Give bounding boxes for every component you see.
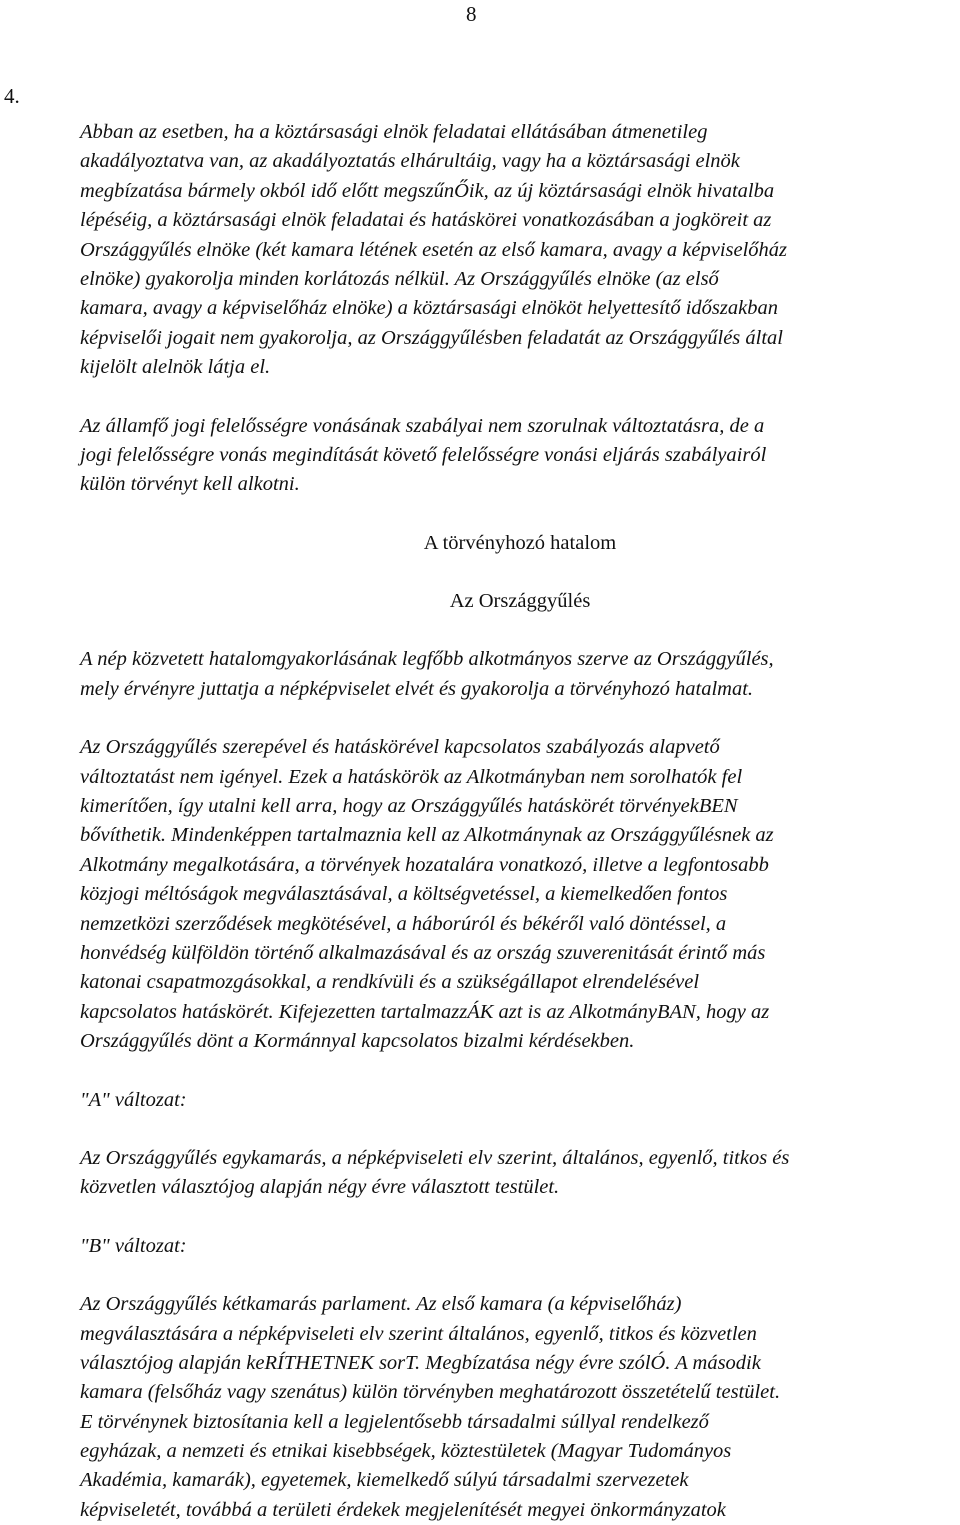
text-line [80, 675, 960, 704]
text-run: bővíthetik. [80, 824, 172, 847]
text-line [80, 265, 960, 294]
text-line [80, 441, 960, 470]
text-run: Mindenképpen tartalmaznia kell az Alkotmánynak az Országgyűlésnek az [171, 824, 774, 847]
text-run: Kifejezetten tartalmazzÁK azt is az AlkotmányBAN, hogy az [278, 1000, 770, 1023]
text-run: elnöke) gyakorolja minden korlátozás nélkül. [80, 267, 455, 290]
text-run: Abban az esetben, ha a köztársasági elnök feladatai ellátásában átmenetileg [80, 121, 708, 143]
text-line [80, 880, 960, 909]
text-line [80, 177, 960, 206]
text-run: jogi felelősségre vonás megindítását követő felelősségre vonási eljárás szabályairól [80, 443, 767, 466]
text-run: Az első kamara (a képviselőház) [416, 1293, 682, 1316]
text-run: katonai csapatmozgásokkal, a rendkívüli és a szükségállapot elrendelésével [80, 971, 700, 994]
paragraph [80, 733, 960, 1056]
text-run: "B" változat: [80, 1234, 187, 1257]
paragraph [80, 412, 960, 500]
paragraph [80, 1232, 960, 1261]
text-run: képviselői jogait nem gyakorolja, az Országgyűlésben feladatát az Országgyűlés által [80, 326, 783, 349]
text-run: Akadémia, kamarák), egyetemek, kiemelkedő súlyú társadalmi szervezetek [80, 1469, 689, 1492]
text-run: Országgyűlés dönt a Kormánnyal kapcsolatos bizalmi kérdésekben. [80, 1030, 635, 1053]
text-line [80, 792, 960, 821]
text-run: honvédség külföldön történő alkalmazásával és az ország szuverenitását érintő más [80, 941, 766, 964]
text-line [80, 118, 960, 147]
text-line [80, 763, 960, 792]
text-line [80, 236, 960, 265]
text-line [80, 998, 960, 1027]
text-run: közvetlen választójog alapján négy évre választott testület. [80, 1176, 560, 1199]
text-run: Ezek a hatáskörök az Alkotmányban nem sorolhatók fel [288, 765, 743, 788]
text-run: kimerítően, így utalni kell arra, hogy az Országgyűlés hatáskörét törvényekBEN [80, 795, 738, 818]
text-run: Az Országgyűlés elnöke (az első [454, 267, 719, 290]
text-run: Megbízatása négy évre szólÓ. [425, 1351, 676, 1374]
text-line [80, 968, 960, 997]
text-line [80, 470, 960, 499]
text-line [80, 1173, 960, 1202]
text-line [80, 1496, 960, 1525]
text-line [80, 1290, 960, 1319]
text-run: Az Országgyűlés szerepével és hatáskörével kapcsolatos szabályozás alapvető [80, 736, 720, 759]
paragraph [80, 1086, 960, 1115]
text-run: választójog alapján keRÍTHETNEK sorT. [80, 1351, 426, 1374]
paragraph [80, 1144, 960, 1203]
text-run: megválasztására a népképviseleti elv szerint általános, egyenlő, titkos és közvetlen [80, 1322, 757, 1345]
text-line [80, 1144, 960, 1173]
text-run: "A" változat: [80, 1088, 187, 1111]
paragraph [80, 118, 960, 383]
text-line [80, 1378, 960, 1407]
text-line [80, 294, 960, 323]
text-run: lépéséig, a köztársasági elnök feladatai és hatáskörei vonatkozásában a jogköreit az [80, 209, 772, 232]
text-run: kamara (felsőház vagy szenátus) külön törvényben meghatározott összetételű testület. [80, 1381, 781, 1404]
text-run: nemzetközi szerződések megkötésével, a háborúról és békéről való döntéssel, a [80, 912, 727, 935]
text-run: Az Országgyűlés kétkamarás parlament. [80, 1293, 417, 1316]
text-run: kijelölt alelnök látja el. [80, 356, 271, 379]
text-run: Az államfő jogi felelősségre vonásának szabályai nem szorulnak változtatásra, de a [80, 414, 765, 437]
text-run: Az Országgyűlés egykamarás, a népképviseleti elv szerint, általános, egyenlő, titkos és [80, 1146, 790, 1169]
text-run: megbízatása bármely okból idő előtt megszűnŐik, az új köztársasági elnök hivatalba [80, 179, 775, 202]
text-run: változtatást nem igényel. [80, 765, 289, 788]
text-run: A második [675, 1351, 761, 1374]
text-line [80, 412, 960, 441]
text-line [80, 910, 960, 939]
paragraph [80, 645, 960, 704]
text-run: képviseletét, továbbá a területi érdekek megjelenítését megyei önkormányzatok [80, 1498, 726, 1521]
section-number: 4. [4, 84, 20, 108]
text-run: külön törvényt kell alkotni. [80, 473, 300, 496]
text-line [80, 1349, 960, 1378]
text-run: Alkotmány megalkotására, a törvények hozatalára vonatkozó, illetve a legfontosabb [80, 853, 769, 876]
text-run: kapcsolatos hatáskörét. [80, 1000, 279, 1023]
text-line [80, 1027, 960, 1056]
text-line [80, 1320, 960, 1349]
text-line [80, 1437, 960, 1466]
section-heading: A törvényhozó hatalom [423, 531, 617, 554]
text-line [80, 733, 960, 762]
text-line [80, 147, 960, 176]
text-line [80, 324, 960, 353]
text-run: mely érvényre juttatja a népképviselet elvét és gyakorolja a törvényhozó hatalmat. [80, 677, 754, 700]
document-body [80, 118, 960, 1525]
text-line [80, 1466, 960, 1495]
paragraph [80, 1290, 960, 1525]
text-line [80, 851, 960, 880]
section-heading: Az Országgyűlés [449, 590, 591, 613]
text-line [80, 353, 960, 382]
text-run: akadályoztatva van, az akadályoztatás elhárultáig, vagy ha a köztársasági elnök [80, 150, 740, 173]
text-line [80, 206, 960, 235]
page-number: 8 [466, 2, 477, 26]
text-line [80, 1232, 960, 1261]
text-line [80, 645, 960, 674]
text-run: közjogi méltóságok megválasztásával, a költségvetéssel, a kiemelkedően fontos [80, 883, 728, 906]
text-run: Országgyűlés elnöke (két kamara létének esetén az első kamara, avagy a képviselőház [80, 238, 788, 261]
text-run: egyházak, a nemzeti és etnikai kisebbségek, köztestületek (Magyar Tudományos [80, 1440, 732, 1463]
text-line [80, 939, 960, 968]
text-run: E törvénynek biztosítania kell a legjelentősebb társadalmi súllyal rendelkező [80, 1410, 709, 1433]
text-run: kamara, avagy a képviselőház elnöke) a köztársasági elnököt helyettesítő időszakban [80, 297, 778, 320]
text-line [80, 1408, 960, 1437]
text-line [80, 821, 960, 850]
text-run: A nép közvetett hatalomgyakorlásának legfőbb alkotmányos szerve az Országgyűlés, [80, 648, 774, 671]
text-line [80, 1086, 960, 1115]
